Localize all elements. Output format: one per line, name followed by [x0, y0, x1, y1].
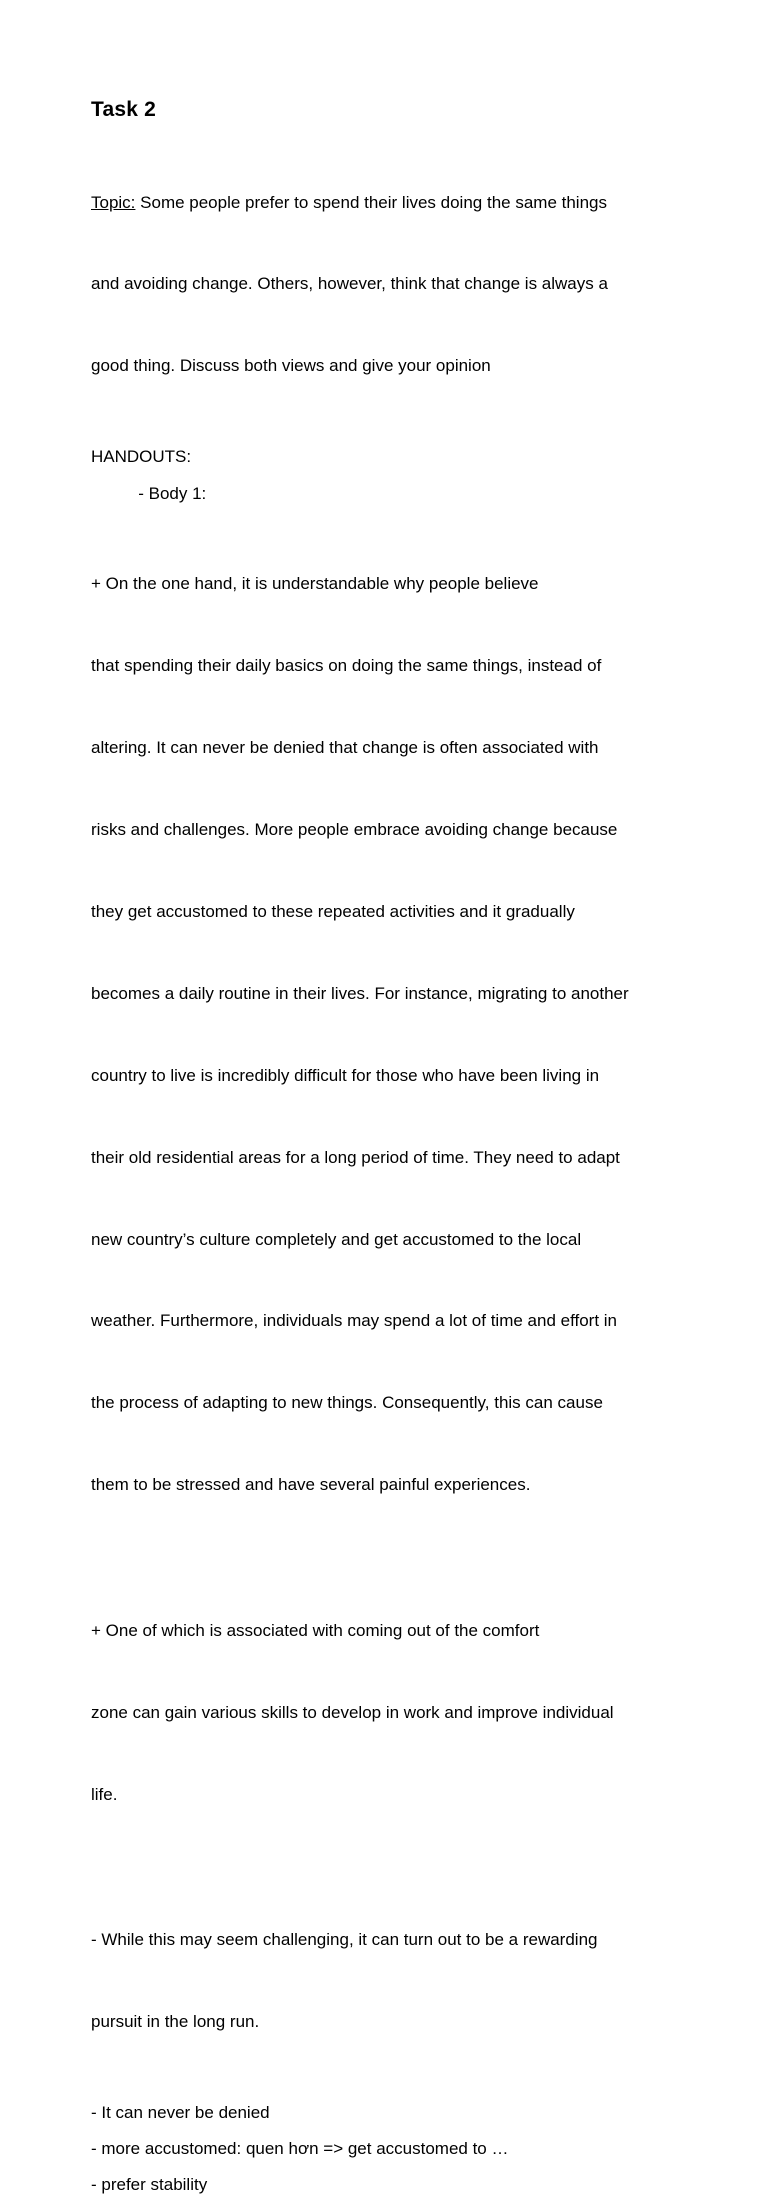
- paragraph-line: + One of which is associated with coming out of the comfort: [91, 1620, 540, 1640]
- topic-label: Topic:: [91, 192, 136, 212]
- paragraph-line: weather. Furthermore, individuals may spend a lot of time and effort in: [91, 1311, 618, 1331]
- paragraph-line: + On the one hand, it is understandable why people believe: [91, 574, 539, 594]
- note-line: - more accustomed: quen hơn => get accustomed to …: [91, 2139, 509, 2159]
- paragraph-line: life.: [91, 1784, 118, 1804]
- paragraph-line: zone can gain various skills to develop in work and improve individual: [91, 1702, 614, 1722]
- document-content: [91, 95, 691, 2208]
- paragraph-line: pursuit in the long run.: [91, 2011, 260, 2031]
- paragraph-line: their old residential areas for a long period of time. They need to adapt: [91, 1147, 620, 1167]
- handouts-heading: HANDOUTS:: [91, 447, 192, 467]
- topic-paragraph: [91, 134, 691, 434]
- note-paragraph: [91, 1871, 691, 2089]
- paragraph-line: new country’s culture completely and get accustomed to the local: [91, 1229, 582, 1249]
- paragraph-line: - While this may seem challenging, it can turn out to be a rewarding: [91, 1930, 598, 1949]
- topic-text: Some people prefer to spend their lives doing the same things: [135, 192, 607, 212]
- paragraph-line: country to live is incredibly difficult for those who have been living in: [91, 1065, 600, 1085]
- topic-line: [91, 189, 691, 216]
- paragraph-line: the process of adapting to new things. Consequently, this can cause: [91, 1393, 603, 1413]
- note-line: - prefer stability: [91, 2175, 208, 2195]
- paragraph-line: them to be stressed and have several painful experiences.: [91, 1475, 531, 1495]
- paragraph-line: becomes a daily routine in their lives. For instance, migrating to another: [91, 983, 629, 1003]
- topic-line: and avoiding change. Others, however, think that change is always a: [91, 274, 608, 294]
- body1-paragraph-1: [91, 516, 691, 1553]
- page-title: Task 2: [91, 98, 157, 121]
- paragraph-line: risks and challenges. More people embrace avoiding change because: [91, 820, 618, 840]
- body1-heading: - Body 1:: [91, 483, 207, 503]
- topic-line: good thing. Discuss both views and give your opinion: [91, 356, 491, 376]
- body1-paragraph-2: [91, 1562, 691, 1862]
- note-line: - It can never be denied: [91, 2102, 270, 2122]
- paragraph-line: that spending their daily basics on doing the same things, instead of: [91, 656, 602, 676]
- paragraph-line: they get accustomed to these repeated activities and it gradually: [91, 902, 575, 922]
- paragraph-line: altering. It can never be denied that change is often associated with: [91, 738, 599, 758]
